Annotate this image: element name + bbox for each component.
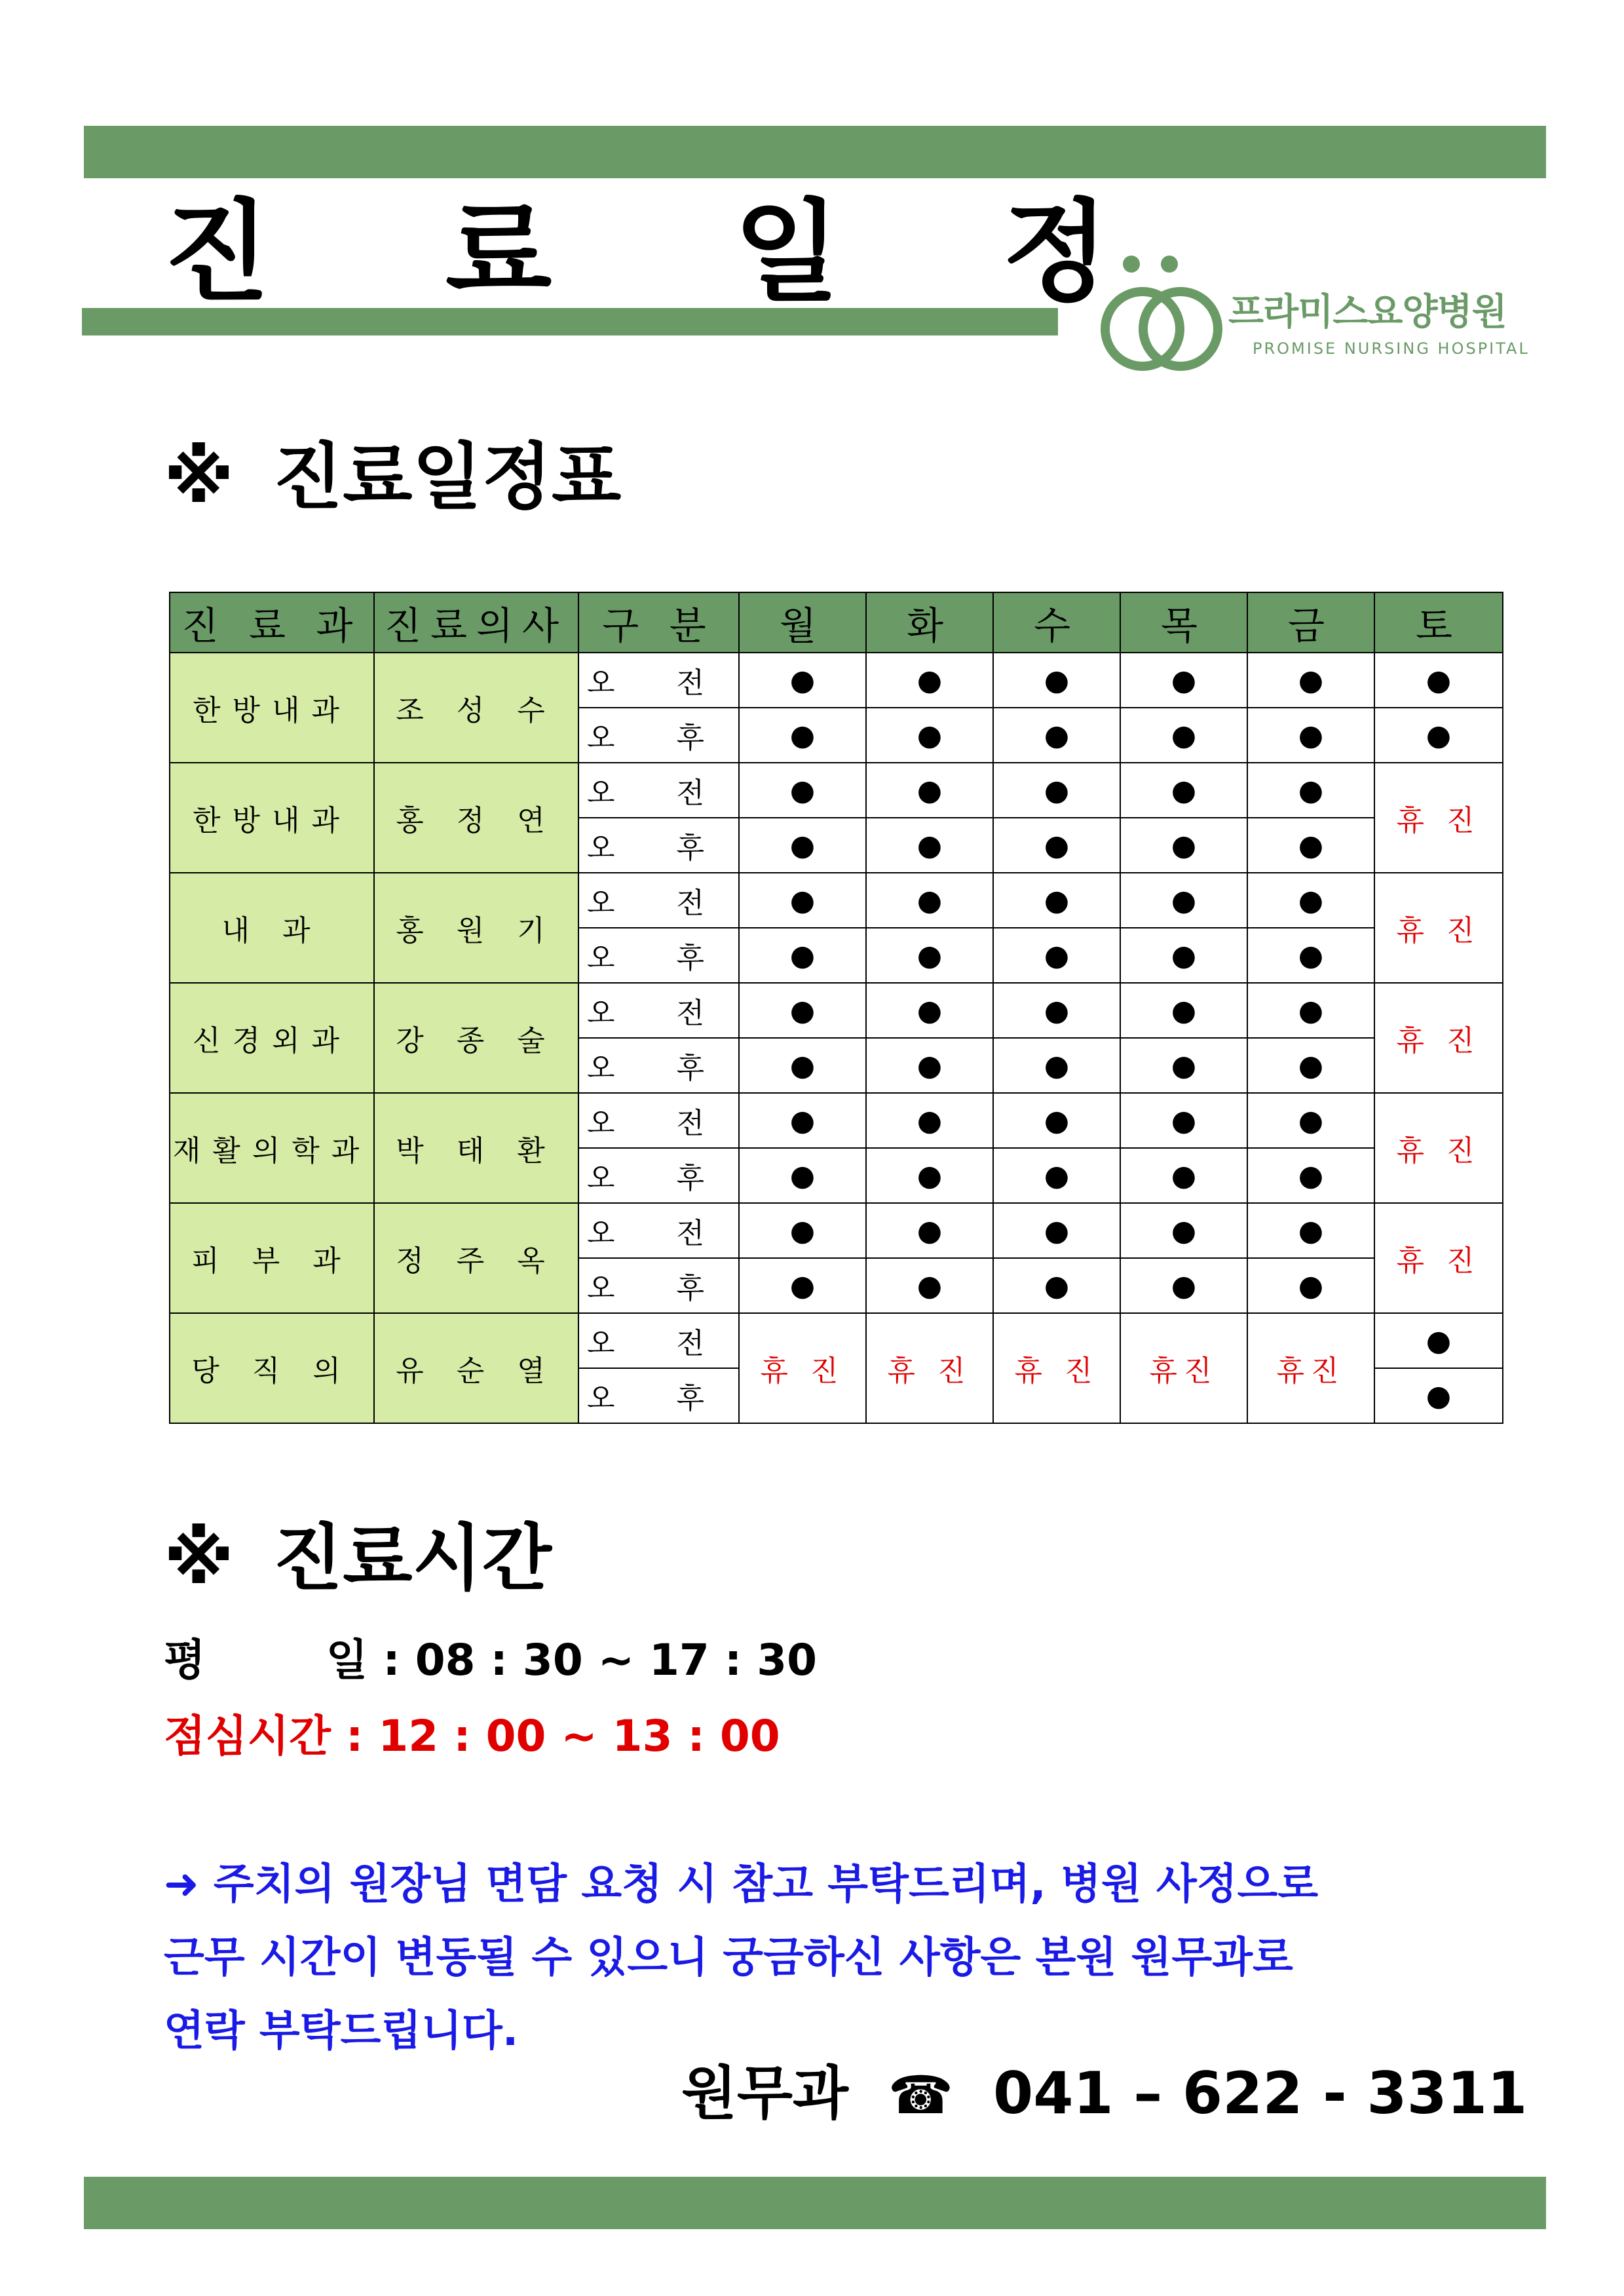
clinic-dot-wed: ● xyxy=(993,1258,1120,1313)
table-row xyxy=(170,1203,1503,1258)
clinic-dot-mon: ● xyxy=(739,1203,866,1258)
clinic-dot-fri: ● xyxy=(1247,708,1374,763)
weekday-hours xyxy=(164,1625,817,1687)
clinic-dot-thu: ● xyxy=(1120,708,1247,763)
period-cell: 오 후 xyxy=(578,1148,739,1203)
clinic-dot-mon: ● xyxy=(739,763,866,818)
clinic-dot-fri: ● xyxy=(1247,1038,1374,1093)
period-cell: 오 전 xyxy=(578,1093,739,1148)
schedule-heading xyxy=(164,419,621,523)
period-cell: 오 전 xyxy=(578,653,739,708)
logo-dot-right xyxy=(1161,256,1178,273)
closed-label-thu: 휴진 xyxy=(1120,1313,1247,1423)
clinic-dot-fri: ● xyxy=(1247,1148,1374,1203)
clinic-dot-mon: ● xyxy=(739,873,866,928)
clinic-dot-mon: ● xyxy=(739,983,866,1038)
col-header-thu: 목 xyxy=(1120,592,1247,653)
period-cell: 오 후 xyxy=(578,1038,739,1093)
clinic-dot-thu: ● xyxy=(1120,1258,1247,1313)
table-row xyxy=(170,983,1503,1038)
clinic-dot-fri: ● xyxy=(1247,818,1374,873)
clinic-dot-mon: ● xyxy=(739,818,866,873)
clinic-dot-wed: ● xyxy=(993,1093,1120,1148)
table-row xyxy=(170,873,1503,928)
dept-cell: 당 직 의 xyxy=(170,1313,374,1423)
title-char-3: 일 xyxy=(734,188,840,316)
closed-label-sat: 휴 진 xyxy=(1374,1203,1503,1313)
clinic-dot-wed: ● xyxy=(993,1148,1120,1203)
period-cell: 오 전 xyxy=(578,763,739,818)
clinic-dot-wed: ● xyxy=(993,708,1120,763)
col-header-fri: 금 xyxy=(1247,592,1374,653)
clinic-dot-mon: ● xyxy=(739,653,866,708)
logo-name-english: PROMISE NURSING HOSPITAL xyxy=(1253,339,1530,358)
schedule-heading-text: 진료일정표 xyxy=(273,435,622,519)
reference-mark-icon: ※ xyxy=(164,435,234,519)
clinic-dot-sat: ● xyxy=(1374,1368,1503,1423)
doctor-cell: 홍 정 연 xyxy=(374,763,578,873)
bottom-banner-bar xyxy=(84,2177,1546,2229)
logo-ring-right xyxy=(1139,287,1222,371)
clinic-dot-sat: ● xyxy=(1374,1313,1503,1368)
clinic-dot-fri: ● xyxy=(1247,1093,1374,1148)
notice-line-2: 근무 시간이 변동될 수 있으니 궁금하신 사항은 본원 원무과로 xyxy=(164,1934,1293,1982)
page-title xyxy=(164,187,1146,318)
clinic-dot-tue: ● xyxy=(866,928,993,983)
clinic-dot-thu: ● xyxy=(1120,1203,1247,1258)
doctor-cell: 강 종 술 xyxy=(374,983,578,1093)
closed-label-sat: 휴 진 xyxy=(1374,873,1503,983)
clinic-dot-tue: ● xyxy=(866,1258,993,1313)
clinic-dot-thu: ● xyxy=(1120,1148,1247,1203)
period-cell: 오 후 xyxy=(578,1368,739,1423)
lunch-time: : 12 : 00 ~ 13 : 00 xyxy=(346,1711,780,1761)
clinic-dot-wed: ● xyxy=(993,928,1120,983)
closed-label-mon: 휴 진 xyxy=(739,1313,866,1423)
clinic-dot-tue: ● xyxy=(866,818,993,873)
clinic-dot-tue: ● xyxy=(866,873,993,928)
col-header-period: 구 분 xyxy=(578,592,739,653)
notice-line-1: ➜ 주치의 원장님 면담 요청 시 참고 부탁드리며, 병원 사정으로 xyxy=(164,1860,1319,1909)
table-row xyxy=(170,1313,1503,1368)
clinic-dot-wed: ● xyxy=(993,1203,1120,1258)
table-header-row xyxy=(170,592,1503,653)
notice-text xyxy=(164,1848,1474,2068)
table-row xyxy=(170,1093,1503,1148)
clinic-dot-fri: ● xyxy=(1247,873,1374,928)
period-cell: 오 전 xyxy=(578,1203,739,1258)
clinic-dot-thu: ● xyxy=(1120,1093,1247,1148)
doctor-cell: 조 성 수 xyxy=(374,653,578,763)
top-banner-bar xyxy=(84,126,1546,178)
col-header-dept: 진 료 과 xyxy=(170,592,374,653)
dept-cell: 재활의학과 xyxy=(170,1093,374,1203)
col-header-doctor: 진료의사 xyxy=(374,592,578,653)
lunch-hours xyxy=(164,1701,780,1763)
period-cell: 오 전 xyxy=(578,873,739,928)
dept-cell: 한방내과 xyxy=(170,763,374,873)
table-row xyxy=(170,653,1503,708)
clinic-dot-wed: ● xyxy=(993,1038,1120,1093)
clinic-dot-fri: ● xyxy=(1247,1258,1374,1313)
clinic-dot-fri: ● xyxy=(1247,653,1374,708)
clinic-dot-thu: ● xyxy=(1120,928,1247,983)
period-cell: 오 후 xyxy=(578,928,739,983)
clinic-dot-tue: ● xyxy=(866,1093,993,1148)
hours-heading-text: 진료시간 xyxy=(273,1516,552,1600)
period-cell: 오 전 xyxy=(578,1313,739,1368)
logo-name-korean: 프라미스요양병원 xyxy=(1228,291,1507,334)
closed-label-sat: 휴 진 xyxy=(1374,983,1503,1093)
contact-phone xyxy=(681,2048,1527,2130)
dept-cell: 피 부 과 xyxy=(170,1203,374,1313)
title-char-4: 정 xyxy=(1002,188,1109,316)
doctor-cell: 박 태 환 xyxy=(374,1093,578,1203)
clinic-dot-fri: ● xyxy=(1247,763,1374,818)
clinic-dot-thu: ● xyxy=(1120,653,1247,708)
clinic-dot-thu: ● xyxy=(1120,763,1247,818)
clinic-dot-fri: ● xyxy=(1247,1203,1374,1258)
period-cell: 오 후 xyxy=(578,708,739,763)
clinic-dot-wed: ● xyxy=(993,873,1120,928)
closed-label-wed: 휴 진 xyxy=(993,1313,1120,1423)
clinic-dot-mon: ● xyxy=(739,928,866,983)
period-cell: 오 전 xyxy=(578,983,739,1038)
clinic-dot-tue: ● xyxy=(866,653,993,708)
clinic-dot-mon: ● xyxy=(739,1148,866,1203)
clinic-dot-mon: ● xyxy=(739,1258,866,1313)
hospital-logo xyxy=(1101,256,1546,387)
clinic-dot-thu: ● xyxy=(1120,983,1247,1038)
closed-label-tue: 휴 진 xyxy=(866,1313,993,1423)
phone-number[interactable]: 041 – 622 - 3311 xyxy=(992,2059,1528,2127)
clinic-dot-tue: ● xyxy=(866,1148,993,1203)
weekday-label: 평 일 xyxy=(164,1635,368,1685)
clinic-dot-mon: ● xyxy=(739,708,866,763)
closed-label-sat: 휴 진 xyxy=(1374,763,1503,873)
col-header-wed: 수 xyxy=(993,592,1120,653)
period-cell: 오 후 xyxy=(578,1258,739,1313)
doctor-cell: 정 주 옥 xyxy=(374,1203,578,1313)
table-row xyxy=(170,763,1503,818)
clinic-dot-thu: ● xyxy=(1120,873,1247,928)
clinic-dot-mon: ● xyxy=(739,1093,866,1148)
dept-cell: 한방내과 xyxy=(170,653,374,763)
clinic-dot-fri: ● xyxy=(1247,983,1374,1038)
period-cell: 오 후 xyxy=(578,818,739,873)
clinic-dot-wed: ● xyxy=(993,818,1120,873)
contact-department: 원무과 xyxy=(681,2059,849,2127)
lunch-label: 점심시간 xyxy=(164,1711,331,1761)
clinic-dot-sat: ● xyxy=(1374,653,1503,708)
clinic-dot-sat: ● xyxy=(1374,708,1503,763)
doctor-cell: 홍 원 기 xyxy=(374,873,578,983)
col-header-sat: 토 xyxy=(1374,592,1503,653)
clinic-dot-tue: ● xyxy=(866,763,993,818)
schedule-table xyxy=(169,592,1503,1424)
clinic-dot-tue: ● xyxy=(866,708,993,763)
col-header-mon: 월 xyxy=(739,592,866,653)
weekday-time: : 08 : 30 ~ 17 : 30 xyxy=(383,1635,818,1685)
clinic-dot-thu: ● xyxy=(1120,1038,1247,1093)
clinic-dot-wed: ● xyxy=(993,983,1120,1038)
title-char-1: 진 xyxy=(164,188,271,316)
closed-label-fri: 휴진 xyxy=(1247,1313,1374,1423)
dept-cell: 내 과 xyxy=(170,873,374,983)
phone-icon: ☎ xyxy=(888,2065,954,2126)
clinic-dot-tue: ● xyxy=(866,1038,993,1093)
closed-label-sat: 휴 진 xyxy=(1374,1093,1503,1203)
logo-dot-left xyxy=(1123,256,1140,273)
clinic-dot-thu: ● xyxy=(1120,818,1247,873)
reference-mark-icon: ※ xyxy=(164,1516,234,1600)
dept-cell: 신경외과 xyxy=(170,983,374,1093)
clinic-dot-fri: ● xyxy=(1247,928,1374,983)
col-header-tue: 화 xyxy=(866,592,993,653)
clinic-dot-wed: ● xyxy=(993,653,1120,708)
clinic-dot-wed: ● xyxy=(993,763,1120,818)
title-char-2: 료 xyxy=(445,188,552,316)
doctor-cell: 유 순 열 xyxy=(374,1313,578,1423)
notice-line-3: 연락 부탁드립니다. xyxy=(164,2007,519,2056)
clinic-dot-mon: ● xyxy=(739,1038,866,1093)
clinic-dot-tue: ● xyxy=(866,983,993,1038)
hours-heading xyxy=(164,1501,552,1604)
clinic-dot-tue: ● xyxy=(866,1203,993,1258)
